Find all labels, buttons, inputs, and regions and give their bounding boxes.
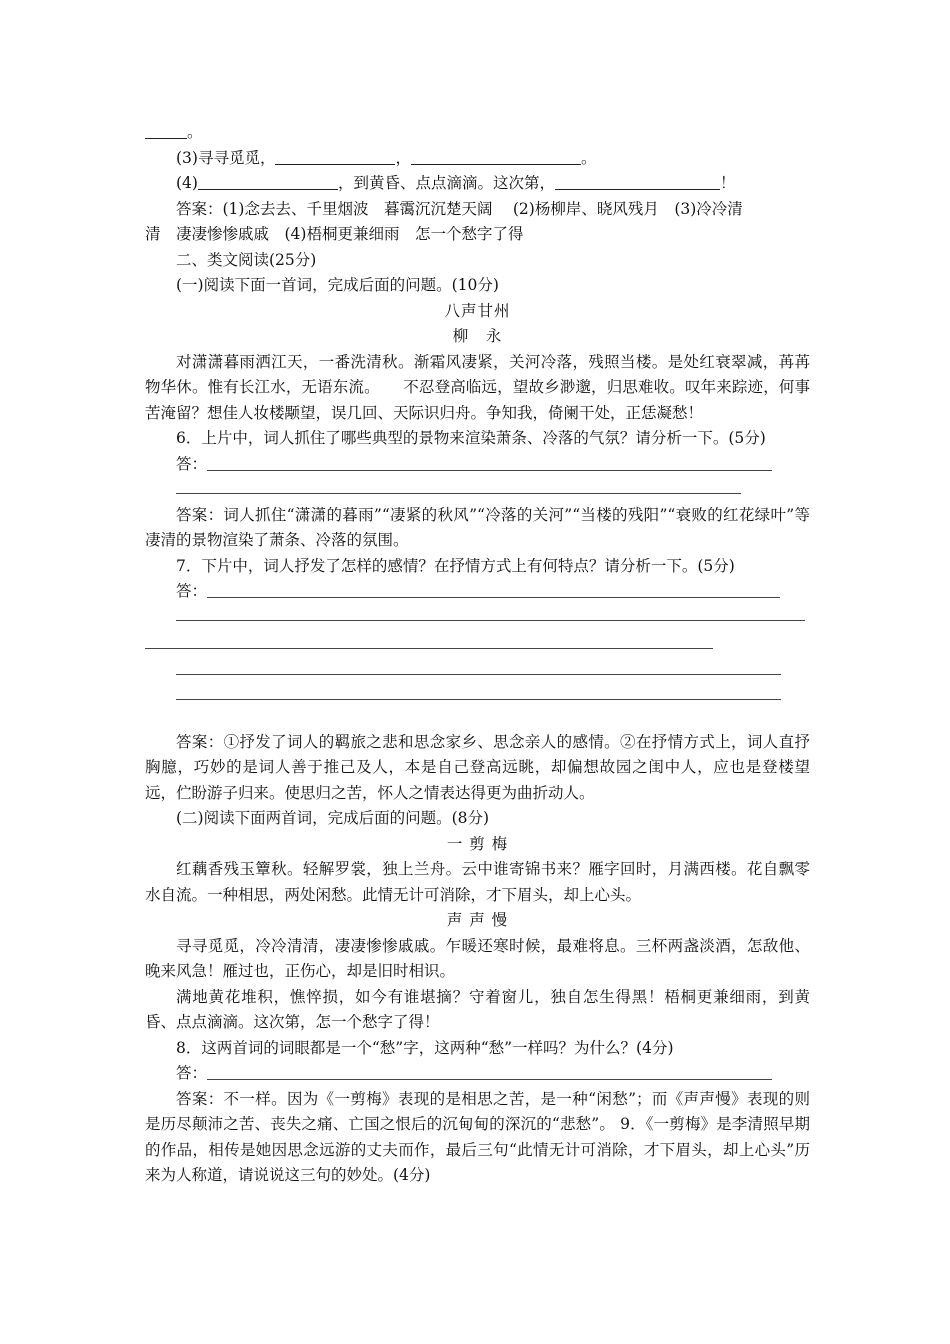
poem-title: 声 声 慢 (446, 911, 509, 929)
q8-answer-area (145, 1061, 810, 1087)
poem-title: 一 剪 梅 (446, 834, 509, 853)
answer-line[interactable] (176, 493, 741, 494)
fill-answer-line-1: 答案：(1)念去去、千里烟波 暮霭沉沉楚天阔 (2)杨柳岸、晓风残月 (3)冷冷清 (176, 199, 743, 218)
section-title: 二、类文阅读(25分) (176, 250, 317, 269)
poem-title: 八声甘州 (444, 301, 511, 320)
answer-label: 答： (176, 582, 208, 600)
answer-line[interactable] (207, 583, 780, 598)
answer-line[interactable] (176, 620, 805, 621)
poem-text: 红藕香残玉簟秋。轻解罗裳，独上兰舟。云中谁寄锦书来？雁字回时，月满西楼。花自飘零水自流。一种相思，两处闲愁。此情无计可消除，才下眉头，却上心头。 (145, 860, 810, 904)
answer-blank[interactable] (555, 175, 720, 190)
part1-instruction: (一)阅读下面一首词，完成后面的问题。(10分) (176, 276, 499, 294)
question-text: ，到黄昏、点点滴滴。这次第， (337, 174, 555, 192)
answer-line[interactable] (207, 456, 772, 471)
text: 。 (580, 148, 597, 167)
poem-text: 对潇潇暮雨洒江天，一番洗清秋。渐霜风凄紧，关河冷落，残照当楼。是处红衰翠减，苒苒物华休。惟有长江水，无语东流。 不忍登高临远，望故乡渺邈，归思难收。叹年来踪迹，何事苦淹留？想佳人妆楼颙望，误几回、天际识归舟。争知我，倚阑干处，正恁凝愁！ (145, 352, 810, 422)
question-text: (3)寻寻觅觅， (176, 148, 276, 167)
answer-line[interactable] (207, 1065, 772, 1080)
text: ， (395, 148, 411, 167)
question-7: 7．下片中，词人抒发了怎样的感情？在抒情方式上有何特点？请分析一下。(5分) (176, 556, 735, 575)
question-6: 6．上片中，词人抓住了哪些典型的景物来渲染萧条、冷落的气氛？请分析一下。(5分) (176, 429, 766, 447)
q7-answer-lines (145, 605, 810, 730)
answer-line[interactable] (145, 648, 713, 649)
q7-answer-area (145, 579, 810, 605)
question-text: (4) (176, 174, 198, 192)
poem-author: 柳 永 (452, 327, 503, 345)
answer-blank[interactable] (198, 175, 338, 190)
question-8: 8．这两首词的词眼都是一个“愁”字，这两种“愁”一样吗？为什么？(4分) (176, 1038, 674, 1057)
fill-question-3 (145, 146, 810, 172)
answer-line[interactable] (176, 699, 781, 700)
answer-blank[interactable] (145, 124, 187, 139)
answer-label: 答： (176, 1064, 208, 1082)
poem-text: 寻寻觅觅，冷冷清清，凄凄惨惨戚戚。乍暖还寒时候，最难将息。三杯两盏淡酒，怎敌他、晚来风急！雁过也，正伤心，却是旧时相识。 (145, 936, 810, 980)
fill-line-continuation (145, 120, 810, 146)
answer-label: 答： (176, 454, 208, 473)
answer-blank[interactable] (275, 150, 395, 165)
q6-answer-area (145, 452, 810, 478)
text: ！ (719, 174, 736, 192)
q6-answer: 答案：词人抓住“潇潇的暮雨”“凄紧的秋风”“冷落的关河”“当楼的残阳”“衰败的红花绿叶”等凄清的景物渲染了萧条、冷落的氛围。 (145, 505, 810, 549)
q6-answer-line-2 (145, 477, 810, 503)
document-body (145, 120, 810, 1189)
fill-answer-line-2: 清 凄凄惨惨戚戚 (4)梧桐更兼细雨 怎一个愁字了得 (145, 225, 524, 243)
fill-question-4 (145, 171, 810, 197)
q8-answer: 答案：不一样。因为《一剪梅》表现的是相思之苦，是一种“闲愁”；而《声声慢》表现的则是历尽颠沛之苦、丧失之痛、亡国之恨后的沉甸甸的深沉的“悲愁”。 9．《一剪梅》是李清照早期的作品，相传是她因思念远游的丈夫而作，最后三句“此情无计可消除，才下眉头，却上心头”历来为人称道，请说说这三句的妙处。(4分) (145, 1089, 810, 1184)
q7-answer: 答案：①抒发了词人的羁旅之悲和思念家乡、思念亲人的感情。②在抒情方式上，词人直抒胸臆，巧妙的是词人善于推己及人，本是自己登高远眺，却偏想故园之闺中人，应也是登楼望远，伫盼游子归来。使思归之苦，怀人之情表达得更为曲折动人。 (145, 732, 810, 802)
answer-blank[interactable] (411, 150, 581, 165)
text: 。 (187, 123, 203, 141)
poem-text: 满地黄花堆积，憔悴损，如今有谁堪摘？守着窗儿，独自怎生得黑！梧桐更兼细雨，到黄昏、点点滴滴。这次第，怎一个愁字了得！ (145, 987, 810, 1031)
answer-line[interactable] (176, 674, 781, 675)
part2-instruction: (二)阅读下面两首词，完成后面的问题。(8分) (176, 809, 490, 827)
